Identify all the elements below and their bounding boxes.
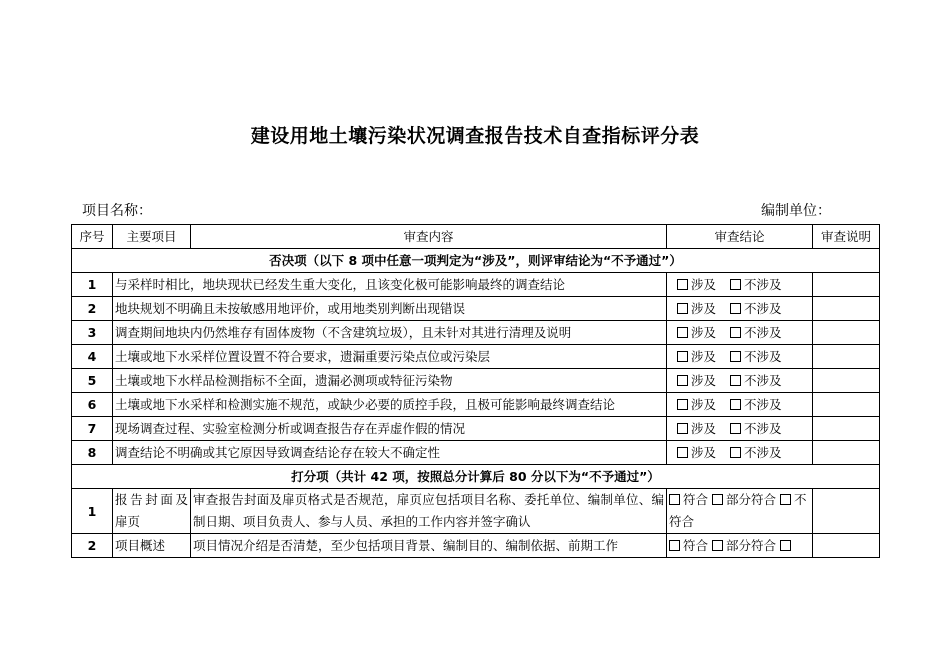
row-remark[interactable] [813,393,880,417]
partly-conform-checkbox[interactable] [712,494,723,505]
row-number: 7 [72,417,113,441]
table-row [72,417,880,441]
row-number: 6 [72,393,113,417]
row-remark[interactable] [813,417,880,441]
row-item: 项目概述 [113,534,191,558]
header-conclusion: 审查结论 [667,225,813,249]
row-number: 5 [72,369,113,393]
involved-label: 涉及 [691,421,717,436]
row-conclusion [667,417,813,441]
involved-checkbox[interactable] [677,351,688,362]
score-section-row [72,465,880,489]
row-remark[interactable] [813,321,880,345]
involved-label: 涉及 [691,445,717,460]
row-remark[interactable] [813,441,880,465]
row-remark[interactable] [813,297,880,321]
conform-label: 符合 [683,538,709,553]
header-no: 序号 [72,225,113,249]
row-number: 1 [72,273,113,297]
row-content: 现场调查过程、实验室检测分析或调查报告存在弄虚作假的情况 [113,417,667,441]
table-row [72,369,880,393]
involved-checkbox[interactable] [677,303,688,314]
involved-checkbox[interactable] [677,423,688,434]
row-remark[interactable] [813,489,880,534]
involved-checkbox[interactable] [677,399,688,410]
row-conclusion [667,321,813,345]
not-involved-checkbox[interactable] [730,399,741,410]
nonconform-checkbox[interactable] [780,540,791,551]
page-title: 建设用地土壤污染状况调查报告技术自查指标评分表 [250,125,700,147]
row-conclusion [667,534,813,558]
not-involved-checkbox[interactable] [730,351,741,362]
row-number: 3 [72,321,113,345]
veto-section-title: 否决项（以下 8 项中任意一项判定为“涉及”，则评审结论为“不予通过”） [72,249,880,273]
row-remark[interactable] [813,273,880,297]
header-content: 审查内容 [191,225,667,249]
not-involved-label: 不涉及 [744,349,782,364]
nonconform-label: 不符合 [669,492,807,529]
row-content: 审查报告封面及扉页格式是否规范，扉页应包括项目名称、委托单位、编制单位、编制日期、项目负责人、参与人员、承担的工作内容并签字确认 [191,489,667,534]
row-remark[interactable] [813,369,880,393]
not-involved-checkbox[interactable] [730,327,741,338]
compiling-unit-label: 编制单位： [761,203,831,219]
nonconform-checkbox[interactable] [780,494,791,505]
row-content: 调查期间地块内仍然堆存有固体废物（不含建筑垃圾），且未针对其进行清理及说明 [113,321,667,345]
table-row [72,441,880,465]
not-involved-label: 不涉及 [744,397,782,412]
table-row [72,393,880,417]
partly-conform-label: 部分符合 [726,492,777,507]
veto-section-row [72,249,880,273]
involved-checkbox[interactable] [677,327,688,338]
partly-conform-label: 部分符合 [726,538,777,553]
involved-checkbox[interactable] [677,375,688,386]
row-item: 报告封面及扉页 [113,489,191,534]
row-number: 8 [72,441,113,465]
table-row [72,273,880,297]
row-content: 与采样时相比，地块现状已经发生重大变化，且该变化极可能影响最终的调查结论 [113,273,667,297]
row-conclusion [667,297,813,321]
not-involved-checkbox[interactable] [730,375,741,386]
row-number: 2 [72,534,113,558]
row-content: 项目情况介绍是否清楚，至少包括项目背景、编制目的、编制依据、前期工作 [191,534,667,558]
header-item: 主要项目 [113,225,191,249]
involved-label: 涉及 [691,301,717,316]
involved-label: 涉及 [691,397,717,412]
score-section-title: 打分项（共计 42 项，按照总分计算后 80 分以下为“不予通过”） [72,465,880,489]
row-conclusion [667,489,813,534]
row-conclusion [667,393,813,417]
not-involved-label: 不涉及 [744,373,782,388]
table-row [72,321,880,345]
not-involved-label: 不涉及 [744,445,782,460]
conform-checkbox[interactable] [669,540,680,551]
table-row [72,297,880,321]
involved-label: 涉及 [691,349,717,364]
conform-label: 符合 [683,492,709,507]
involved-checkbox[interactable] [677,447,688,458]
partly-conform-checkbox[interactable] [712,540,723,551]
row-remark[interactable] [813,345,880,369]
row-content: 地块规划不明确且未按敏感用地评价，或用地类别判断出现错误 [113,297,667,321]
row-remark[interactable] [813,534,880,558]
involved-label: 涉及 [691,277,717,292]
row-content: 调查结论不明确或其它原因导致调查结论存在较大不确定性 [113,441,667,465]
not-involved-checkbox[interactable] [730,447,741,458]
table-header-row [72,225,880,249]
involved-label: 涉及 [691,325,717,340]
involved-label: 涉及 [691,373,717,388]
row-content: 土壤或地下水样品检测指标不全面，遗漏必测项或特征污染物 [113,369,667,393]
project-name-label: 项目名称： [82,203,152,219]
row-number: 2 [72,297,113,321]
not-involved-checkbox[interactable] [730,279,741,290]
table-row [72,345,880,369]
not-involved-checkbox[interactable] [730,303,741,314]
row-conclusion [667,345,813,369]
involved-checkbox[interactable] [677,279,688,290]
row-number: 4 [72,345,113,369]
row-content: 土壤或地下水采样位置设置不符合要求，遗漏重要污染点位或污染层 [113,345,667,369]
row-conclusion [667,273,813,297]
not-involved-label: 不涉及 [744,277,782,292]
row-number: 1 [72,489,113,534]
not-involved-label: 不涉及 [744,325,782,340]
evaluation-table [71,224,880,558]
conform-checkbox[interactable] [669,494,680,505]
not-involved-checkbox[interactable] [730,423,741,434]
row-conclusion [667,369,813,393]
table-row [72,489,880,534]
row-conclusion [667,441,813,465]
not-involved-label: 不涉及 [744,301,782,316]
not-involved-label: 不涉及 [744,421,782,436]
row-content: 土壤或地下水采样和检测实施不规范，或缺少必要的质控手段，且极可能影响最终调查结论 [113,393,667,417]
header-remark: 审查说明 [813,225,880,249]
table-row [72,534,880,558]
